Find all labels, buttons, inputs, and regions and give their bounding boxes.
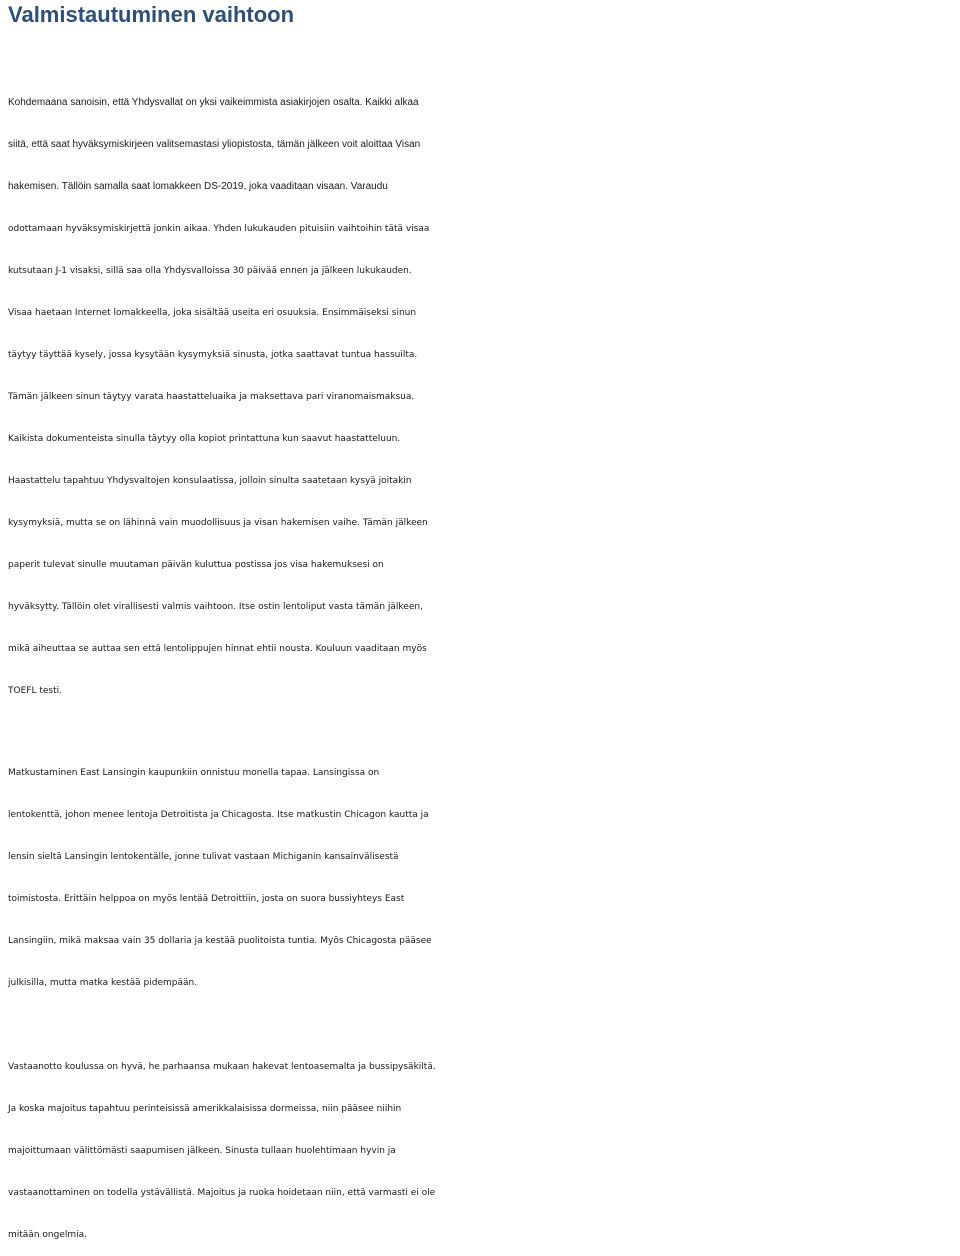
paragraph-line: mitään ongelmia. <box>8 1230 87 1240</box>
paragraph-preparation <box>8 82 960 712</box>
paragraph-line: paperit tulevat sinulle muutaman päivän kuluttua postissa jos visa hakemuksesi on <box>8 560 384 570</box>
paragraph-line: täytyy täyttää kysely, jossa kysytään kysymyksiä sinusta, jotka saattavat tuntua hassuilta. <box>8 350 418 360</box>
paragraph-line: vastaanottaminen on todella ystävällistä. Majoitus ja ruoka hoidetaan niin, että varmasti ei ole <box>8 1188 436 1198</box>
paragraph-line: lensin sieltä Lansingin lentokentälle, jonne tulivat vastaan Michiganin kansainvälisestä <box>8 852 399 862</box>
paragraph-line: Ja koska majoitus tapahtuu perinteisissä amerikkalaisissa dormeissa, niin pääsee niihin <box>8 1104 402 1114</box>
paragraph-line: Tämän jälkeen sinun täytyy varata haastatteluaika ja maksettava pari viranomaismaksua. <box>8 392 415 402</box>
paragraph-line: kutsutaan J-1 visaksi, sillä saa olla Yhdysvalloissa 30 päivää ennen ja jälkeen lukukauden. <box>8 266 412 276</box>
paragraph-line: Lansingiin, mikä maksaa vain 35 dollaria ja kestää puolitoista tuntia. Myös Chicagosta pääsee <box>8 936 432 946</box>
paragraph-reception <box>8 1046 960 1256</box>
paragraph-line: Vastaanotto koulussa on hyvä, he parhaansa mukaan hakevat lentoasemalta ja bussipysäkiltä. <box>8 1062 436 1072</box>
paragraph-line: majoittumaan välittömästi saapumisen jälkeen. Sinusta tullaan huolehtimaan hyvin ja <box>8 1146 396 1156</box>
paragraph-line: siitä, että saat hyväksymiskirjeen valitsemastasi yliopistosta, tämän jälkeen voit aloittaa Visan <box>8 139 421 150</box>
paragraph-line: Matkustaminen East Lansingin kaupunkiin onnistuu monella tapaa. Lansingissa on <box>8 768 380 778</box>
document-title: Valmistautuminen vaihtoon <box>8 2 295 27</box>
paragraph-line: julkisilla, mutta matka kestää pidempään. <box>8 978 198 988</box>
paragraph-line: mikä aiheuttaa se auttaa sen että lentolippujen hinnat ehtii nousta. Kouluun vaaditaan myös <box>8 644 427 654</box>
paragraph-line: odottamaan hyväksymiskirjettä jonkin aikaa. Yhden lukukauden pituisiin vaihtoihin tätä visaa <box>8 224 430 234</box>
paragraph-line: Kaikista dokumenteista sinulla täytyy olla kopiot printattuna kun saavut haastatteluun. <box>8 434 401 444</box>
paragraph-line: Kohdemaana sanoisin, että Yhdysvallat on yksi vaikeimmista asiakirjojen osalta. Kaikki alkaa <box>8 97 419 108</box>
paragraph-line: Haastattelu tapahtuu Yhdysvaltojen konsulaatissa, jolloin sinulta saatetaan kysyä joitakin <box>8 476 412 486</box>
paragraph-line: toimistosta. Erittäin helppoa on myös lentää Detroittiin, josta on suora bussiyhteys East <box>8 894 405 904</box>
paragraph-line: Visaa haetaan Internet lomakkeella, joka sisältää useita eri osuuksia. Ensimmäiseksi sinun <box>8 308 417 318</box>
paragraph-line: hakemisen. Tällöin samalla saat lomakkeen DS-2019, joka vaaditaan visaan. Varaudu <box>8 181 388 192</box>
paragraph-line: kysymyksiä, mutta se on lähinnä vain muodollisuus ja visan hakemisen vaihe. Tämän jälkeen <box>8 518 428 528</box>
paragraph-line: hyväksytty. Tällöin olet virallisesti valmis vaihtoon. Itse ostin lentoliput vasta tämän jälkeen, <box>8 602 423 612</box>
paragraph-line: TOEFL testi. <box>8 686 62 696</box>
paragraph-line: lentokenttä, johon menee lentoja Detroitista ja Chicagosta. Itse matkustin Chicagon kautta ja <box>8 810 429 820</box>
paragraph-travel <box>8 752 960 1004</box>
